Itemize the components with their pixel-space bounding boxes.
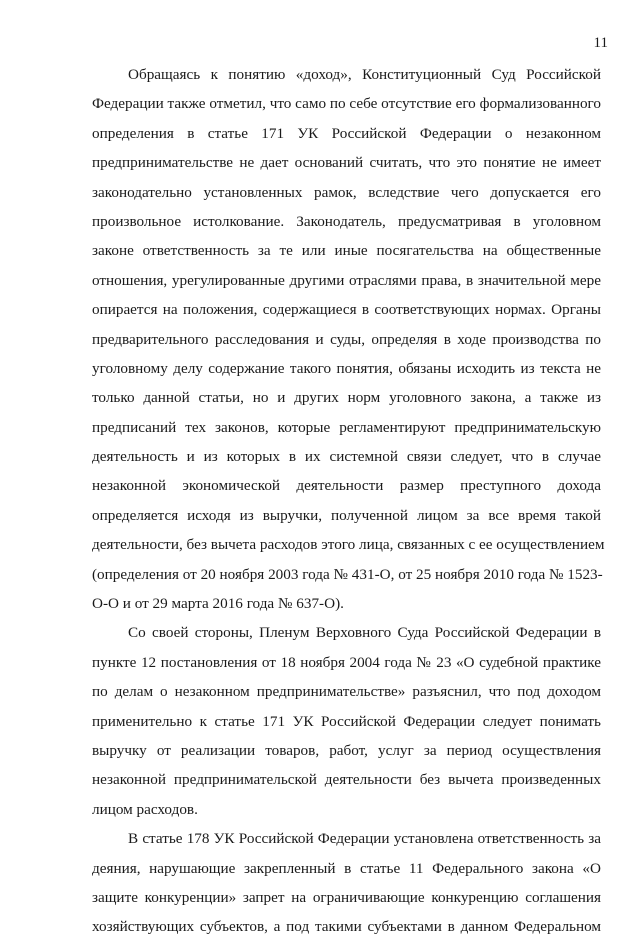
text-line: Со своей стороны, Пленум Верховного Суда Российской Федерации в <box>128 624 601 642</box>
text-line: уголовному делу содержание такого понятия, обязаны исходить из текста не <box>92 359 601 377</box>
text-line: по делам о незаконном предпринимательстве» разъяснил, что под доходом <box>92 683 601 701</box>
text-line: отношения, урегулированные другими отраслями права, в значительной мере <box>92 271 601 289</box>
text-line: предпринимательстве не дает оснований считать, что это понятие не имеет <box>92 154 601 172</box>
text-line: пункте 12 постановления от 18 ноября 2004 года № 23 «О судебной практике <box>92 653 601 671</box>
text-line: деятельности, без вычета расходов этого лица, связанных с ее осуществлением <box>92 536 605 554</box>
text-line: незаконной экономической деятельности размер преступного дохода <box>92 477 601 495</box>
text-line: хозяйствующих субъектов, а под такими субъектами в данном Федеральном <box>92 918 601 936</box>
text-line: Федерации также отметил, что само по себе отсутствие его формализованного <box>92 95 601 113</box>
text-line: защите конкуренции» запрет на ограничивающие конкуренцию соглашения <box>92 888 601 906</box>
text-line: только данной статьи, но и других норм уголовного закона, а также из <box>92 389 601 407</box>
text-line: (определения от 20 ноября 2003 года № 431-О, от 25 ноября 2010 года № 1523- <box>92 565 603 583</box>
text-line: предписаний тех законов, которые регламентируют предпринимательскую <box>92 418 601 436</box>
text-line: незаконной предпринимательской деятельности без вычета произведенных <box>92 771 601 789</box>
text-line: определяется исходя из выручки, полученной лицом за все время такой <box>92 506 601 524</box>
document-body <box>92 60 605 942</box>
text-line: применительно к статье 171 УК Российской Федерации следует понимать <box>92 712 601 730</box>
text-line: опирается на положения, содержащиеся в соответствующих нормах. Органы <box>92 301 601 319</box>
text-line: определения в статье 171 УК Российской Федерации о незаконном <box>92 124 601 142</box>
text-line: законодательно установленных рамок, вследствие чего допускается его <box>92 183 601 201</box>
paragraph <box>92 60 605 618</box>
text-line: О-О и от 29 марта 2016 года № 637-О). <box>92 595 344 613</box>
text-line: предварительного расследования и суды, определяя в ходе производства по <box>92 330 601 348</box>
text-line: произвольное истолкование. Законодатель, предусматривая в уголовном <box>92 212 601 230</box>
text-line: выручку от реализации товаров, работ, услуг за период осуществления <box>92 741 601 759</box>
text-line: деятельность и из которых в их системной связи следует, что в случае <box>92 448 601 466</box>
text-line: лицом расходов. <box>92 800 198 818</box>
text-line: В статье 178 УК Российской Федерации установлена ответственность за <box>128 830 601 848</box>
paragraph <box>92 824 601 942</box>
text-line: Обращаясь к понятию «доход», Конституционный Суд Российской <box>128 66 601 83</box>
page-number: 11 <box>593 35 608 51</box>
text-line: законе ответственность за те или иные посягательства на общественные <box>92 242 601 260</box>
paragraph <box>92 618 601 824</box>
text-line: деяния, нарушающие закрепленный в статье 11 Федерального закона «О <box>92 859 601 877</box>
